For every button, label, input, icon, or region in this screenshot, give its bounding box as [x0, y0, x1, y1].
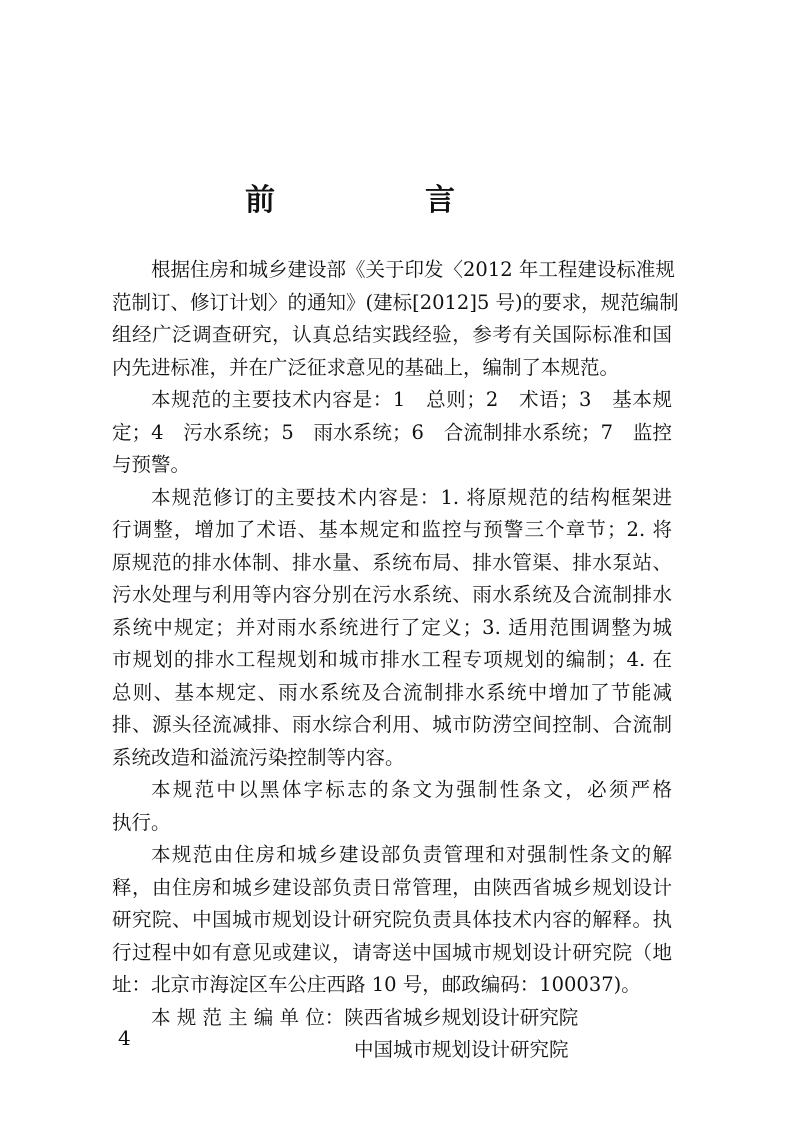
text-line: 行过程中如有意见或建议，请寄送中国城市规划设计研究院（地 — [112, 940, 672, 964]
text-line: 范制订、修订计划〉的通知》(建标[2012]5 号)的要求，规范编制 — [112, 290, 679, 314]
text-line: 原规范的排水体制、排水量、系统布局、排水管渠、排水泵站、 — [112, 550, 672, 574]
text-line: 组经广泛调查研究，认真总结实践经验，参考有关国际标准和国 — [112, 323, 672, 346]
text-line: 定；4 污水系统；5 雨水系统；6 合流制排水系统；7 监控 — [112, 420, 672, 444]
text-line: 排、源头径流减排、雨水综合利用、城市防涝空间控制、合流制 — [112, 713, 672, 736]
text-line: 本规范修订的主要技术内容是：1. 将原规范的结构框架进 — [151, 485, 672, 509]
page-title: 前 言 — [245, 183, 515, 218]
text-line: 市规划的排水工程规划和城市排水工程专项规划的编制；4. 在 — [112, 648, 672, 671]
text-line: 本规范的主要技术内容是：1 总则；2 术语；3 基本规 — [151, 388, 672, 411]
text-line: 系统中规定；并对雨水系统进行了定义；3. 适用范围调整为城 — [112, 615, 672, 639]
text-line: 释，由住房和城乡建设部负责日常管理，由陕西省城乡规划设计 — [112, 875, 672, 899]
text-line: 本规范中以黑体字标志的条文为强制性条文，必须严格 — [151, 778, 672, 801]
preface-body — [112, 254, 679, 1067]
text-line: 执行。 — [112, 810, 171, 834]
text-line: 研究院、中国城市规划设计研究院负责具体技术内容的解释。执 — [112, 908, 672, 931]
text-line: 与预警。 — [112, 453, 191, 476]
editor-line — [112, 1002, 672, 1035]
page-number: 4 — [118, 1026, 131, 1050]
editor-unit: 陕西省城乡规划设计研究院 — [344, 1005, 579, 1029]
text-line: 址：北京市海淀区车公庄西路 10 号，邮政编码：100037)。 — [112, 973, 641, 996]
text-line: 总则、基本规定、雨水系统及合流制排水系统中增加了节能减 — [112, 680, 672, 704]
text-line: 内先进标准，并在广泛征求意见的基础上，编制了本规范。 — [112, 355, 620, 379]
editor-label: 本 规 范 主 编 单 位： — [151, 1005, 345, 1029]
text-line: 污水处理与利用等内容分别在污水系统、雨水系统及合流制排水 — [112, 583, 672, 606]
text-line: 系统改造和溢流污染控制等内容。 — [112, 745, 405, 769]
editor-unit: 中国城市规划设计研究院 — [354, 1038, 569, 1061]
text-line: 行调整，增加了术语、基本规定和监控与预警三个章节；2. 将 — [112, 518, 672, 541]
text-line: 根据住房和城乡建设部《关于印发〈2012 年工程建设标准规 — [151, 258, 675, 281]
text-line: 本规范由住房和城乡建设部负责管理和对强制性条文的解 — [151, 843, 672, 866]
